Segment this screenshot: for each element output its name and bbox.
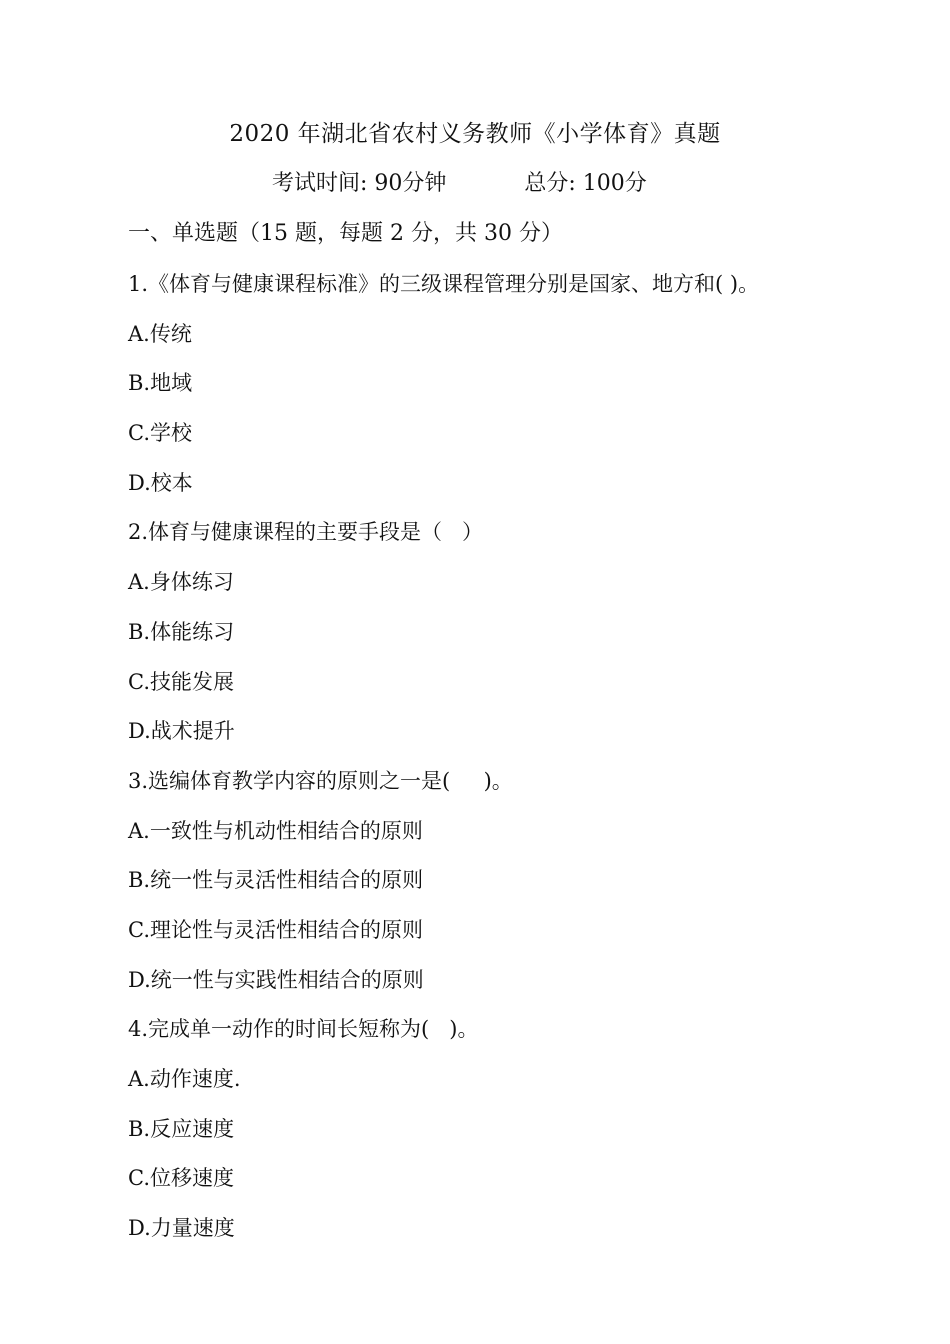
section-heading: 一、单选题（15 题，每题 2 分，共 30 分） bbox=[128, 221, 563, 246]
question-3-option-b: B.统一性与灵活性相结合的原则 bbox=[128, 868, 424, 893]
question-2-option-c: C.技能发展 bbox=[128, 669, 234, 694]
question-4-option-d: D.力量速度 bbox=[128, 1216, 235, 1241]
question-2-option-d: D.战术提升 bbox=[128, 719, 235, 744]
question-4-stem: 4.完成单一动作的时间长短称为( )。 bbox=[128, 1017, 479, 1042]
question-3-option-c: C.理论性与灵活性相结合的原则 bbox=[128, 917, 423, 942]
question-3-option-a: A.一致性与机动性相结合的原则 bbox=[128, 818, 423, 843]
question-4-option-b: B.反应速度 bbox=[128, 1116, 235, 1141]
exam-title: 2020 年湖北省农村义务教师《小学体育》真题 bbox=[229, 121, 721, 147]
question-1-option-d: D.校本 bbox=[128, 470, 193, 495]
question-1-option-a: A.传统 bbox=[128, 321, 192, 346]
question-4-option-c: C.位移速度 bbox=[128, 1166, 234, 1191]
total-score: 总分: 100分 bbox=[524, 171, 647, 196]
question-1-option-c: C.学校 bbox=[128, 421, 192, 446]
exam-time: 考试时间: 90分钟 bbox=[272, 171, 447, 196]
question-1-stem: 1.《体育与健康课程标准》的三级课程管理分别是国家、地方和( )。 bbox=[128, 272, 760, 296]
question-3-stem: 3.选编体育教学内容的原则之一是( )。 bbox=[128, 768, 513, 793]
exam-meta bbox=[272, 168, 647, 200]
question-4-option-a: A.动作速度. bbox=[128, 1067, 241, 1091]
question-2-stem: 2.体育与健康课程的主要手段是（ ） bbox=[128, 520, 484, 545]
question-2-option-a: A.身体练习 bbox=[128, 570, 234, 595]
question-3-option-d: D.统一性与实践性相结合的原则 bbox=[128, 967, 424, 992]
question-list bbox=[128, 268, 848, 1262]
question-1-option-b: B.地域 bbox=[128, 371, 193, 396]
question-2-option-b: B.体能练习 bbox=[128, 619, 235, 644]
